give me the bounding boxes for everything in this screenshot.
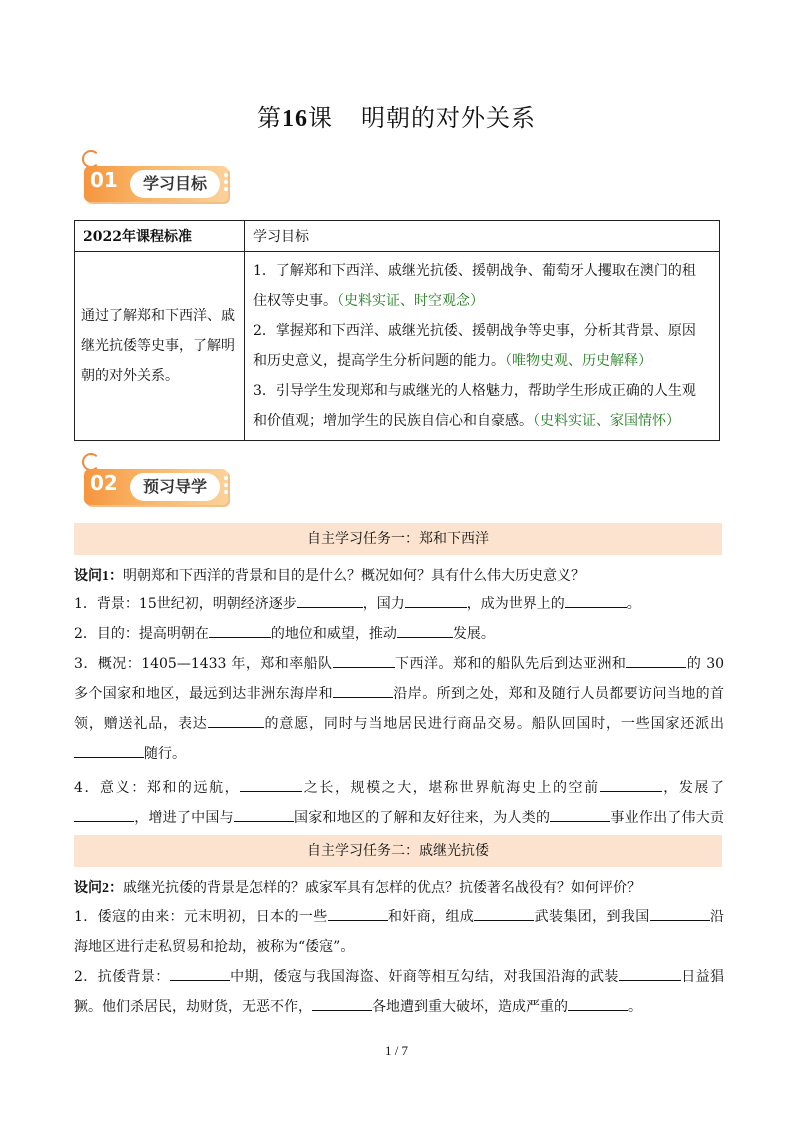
fill-blank[interactable] <box>650 906 710 921</box>
text: 和奸商，组成 <box>387 909 475 925</box>
fill-blank[interactable] <box>312 996 372 1011</box>
text: 的 30 多个国家和地区，最远到达非洲东海岸和 <box>74 656 725 702</box>
curriculum-standard: 通过了解郑和下西洋、戚继光抗倭等史事，了解明朝的对外关系。 <box>75 252 245 441</box>
table-row <box>75 252 720 441</box>
objective-text: 3．引导学生发现郑和与戚继光的人格魅力，帮助学生形成正确的人生观和价值观；增加学生的民族自信心和自豪感。 <box>253 383 696 429</box>
text: 的意愿，同时与当地居民进行商品交易。船队回国时，一些国家还派出 <box>263 716 725 732</box>
text: 4．意义：郑和的远航， <box>74 780 241 796</box>
dots-icon <box>220 473 232 501</box>
text: 各地遭到重大破坏，造成严重的 <box>372 999 568 1015</box>
fill-blank[interactable] <box>405 593 467 608</box>
text: 武装集团，到我国 <box>534 909 650 925</box>
objective-item <box>253 256 709 316</box>
objective-item <box>253 376 709 436</box>
section-label: 预习导学 <box>142 477 207 496</box>
fill-blank[interactable] <box>240 777 302 792</box>
text: ，国力 <box>362 596 405 612</box>
objective-text: 2．掌握郑和下西洋、戚继光抗倭、援朝战争等史事，分析其背景、原因和历史意义，提高学生分析问题的能力。 <box>253 323 696 369</box>
text: ，成为世界上的 <box>466 596 565 612</box>
objective-item <box>253 316 709 376</box>
fill-blank[interactable] <box>74 807 134 822</box>
fill-blank[interactable] <box>565 593 627 608</box>
fill-blank[interactable] <box>333 683 393 698</box>
section-badge-goals <box>84 162 232 204</box>
paragraph-context <box>74 962 724 1022</box>
section-number: 02 <box>90 471 118 495</box>
fill-blank[interactable] <box>333 653 395 668</box>
fill-blank[interactable] <box>397 623 453 638</box>
text: 发展。 <box>452 626 495 642</box>
task-band-1: 自主学习任务一：郑和下西洋 <box>74 523 722 555</box>
page-title <box>0 98 793 133</box>
question-label: 设问1： <box>74 569 123 584</box>
fill-blank[interactable] <box>600 777 662 792</box>
title-prefix: 第 <box>257 104 282 132</box>
text: ，发展了 <box>661 780 724 796</box>
lesson-number: 16 <box>282 106 308 132</box>
question-label: 设问2： <box>74 881 123 896</box>
paragraph-purpose <box>74 619 724 649</box>
fill-blank[interactable] <box>619 966 681 981</box>
page-number: 1 / 7 <box>384 1043 409 1058</box>
text: 沿岸。所到之处，郑和及随行人员都要访问当地的首领，赠送礼品，表达 <box>74 686 725 732</box>
fill-blank[interactable] <box>170 966 230 981</box>
task1-body <box>74 589 724 863</box>
objective-text: 1．了解郑和下西洋、戚继光抗倭、援朝战争、葡萄牙人攫取在澳门的租住权等史事。 <box>253 263 696 309</box>
text: 下西洋。郑和的船队先后到达亚洲和 <box>394 656 627 672</box>
text: 之长，规模之大，堪称世界航海史上的空前 <box>302 780 600 796</box>
text: 。 <box>628 999 642 1015</box>
header-objectives: 学习目标 <box>245 221 720 252</box>
header-standard: 2022年课程标准 <box>75 221 245 252</box>
question-2 <box>74 877 641 897</box>
text: 国家和地区的了解和友好往来，为人类的 <box>293 810 551 826</box>
fill-blank[interactable] <box>474 906 534 921</box>
text: 沿海地区进行走私贸易和抢劫，被称为“倭寇”。 <box>74 909 725 955</box>
objective-tag: （史料实证、时空观念） <box>337 293 484 309</box>
text: 1．倭寇的由来：元末明初，日本的一些 <box>74 909 328 925</box>
section-label: 学习目标 <box>142 174 207 193</box>
title-suffix: 课 <box>308 104 333 132</box>
objective-tag: （史料实证、家国情怀） <box>533 413 680 429</box>
question-1 <box>74 565 585 585</box>
objective-tag: （唯物史观、历史解释） <box>505 353 652 369</box>
task-band-2: 自主学习任务二：戚继光抗倭 <box>74 835 722 867</box>
table-header-row <box>75 221 720 252</box>
text: 的地位和威望，推动 <box>270 626 397 642</box>
section-badge-preview <box>84 465 232 507</box>
paragraph-background <box>74 589 724 619</box>
fill-blank[interactable] <box>297 593 363 608</box>
fill-blank[interactable] <box>568 996 628 1011</box>
objectives-cell <box>245 252 720 441</box>
fill-blank[interactable] <box>234 807 294 822</box>
lesson-name: 明朝的对外关系 <box>361 104 536 132</box>
text: 日益猖獗。他们杀居民，劫财货，无恶不作， <box>74 969 724 1015</box>
text: 2．抗倭背景： <box>74 969 170 985</box>
text: 事业作出了伟大贡 <box>610 810 725 826</box>
text: 中期，倭寇与我国海盗、奸商等相互勾结，对我国沿海的武装 <box>229 969 619 985</box>
task2-body <box>74 902 724 1022</box>
dots-icon <box>220 170 232 198</box>
question-text: 戚继光抗倭的背景是怎样的？戚家军具有怎样的优点？抗倭著名战役有？如何评价？ <box>123 880 641 896</box>
fill-blank[interactable] <box>328 906 388 921</box>
goals-table <box>74 220 720 441</box>
text: 2．目的：提高明朝在 <box>74 626 209 642</box>
fill-blank[interactable] <box>626 653 686 668</box>
fill-blank[interactable] <box>209 623 271 638</box>
text: 随行。 <box>144 746 186 762</box>
text: 3．概况：1405—1433 年，郑和率船队 <box>74 656 333 672</box>
text: 。 <box>626 596 641 612</box>
paragraph-overview <box>74 649 724 769</box>
question-text: 明朝郑和下西洋的背景和目的是什么？概况如何？具有什么伟大历史意义？ <box>123 568 585 584</box>
fill-blank[interactable] <box>208 713 264 728</box>
fill-blank[interactable] <box>550 807 610 822</box>
text: ，增进了中国与 <box>134 810 234 826</box>
text: 1．背景：15世纪初，明朝经济逐步 <box>74 596 297 612</box>
fill-blank[interactable] <box>74 743 144 758</box>
section-number: 01 <box>90 168 118 192</box>
paragraph-origin <box>74 902 724 962</box>
